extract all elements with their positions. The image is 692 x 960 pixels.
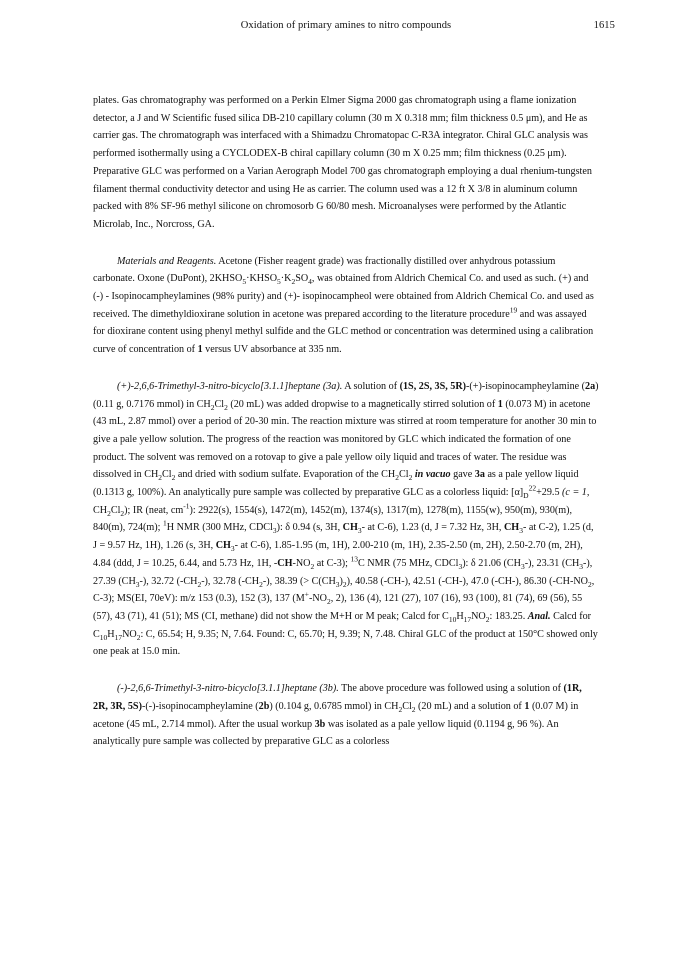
- text-run: CH: [93, 504, 108, 516]
- text-run: -(-)-isopinocampheylamine (: [141, 700, 259, 712]
- text-run: Cl: [214, 398, 225, 410]
- text-run: was isolated as a pale yellow liquid (0.1194 g, 96 %). An analytically pure sample was collected by preparative GLC as a colorless: [93, 718, 559, 748]
- text-run: ): δ 21.06 (CH: [462, 557, 521, 569]
- text-run: Cl: [402, 700, 412, 712]
- text-run: -), 23.31 (CH: [524, 557, 580, 569]
- italic-run: in vacuo: [412, 469, 451, 481]
- subscript: 3: [357, 526, 362, 536]
- superscript: +: [304, 589, 309, 599]
- subscript: 10: [448, 615, 457, 625]
- text-run: : 183.25.: [489, 610, 528, 622]
- text-run: ): [339, 575, 343, 587]
- configuration: (1S, 2S, 3S, 5R): [399, 380, 467, 392]
- subscript: 3: [272, 526, 277, 536]
- text-run: ) (0.104 g, 0.6785 mmol) in CH: [269, 700, 399, 712]
- text-run: +29.5: [536, 487, 563, 499]
- compound-heading: (-)-2,6,6-Trimethyl-3-nitro-bicyclo[3.1.1]heptane (3b).: [117, 683, 339, 695]
- text-run: ·KHSO: [246, 273, 278, 285]
- compound-number: 2a: [585, 380, 596, 392]
- text-run: , 2), 136 (4), 121 (27), 107 (16), 93 (100), 81 (74), 69 (56), 55 (57), 43 (71), 41 (51); MS (CI, methane) did not show the M+H or M peak; Calcd for C: [93, 593, 583, 622]
- text-run: ·K: [280, 273, 292, 285]
- text-run: NO: [471, 610, 486, 622]
- text-run: C NMR (75 MHz, CDCl: [358, 557, 459, 569]
- text-run: Cl: [110, 504, 121, 516]
- text-run: NO: [122, 628, 137, 640]
- subscript: 2: [398, 704, 403, 714]
- compound-number: 1: [497, 398, 503, 410]
- superscript: -1: [183, 501, 190, 511]
- subscript: 17: [463, 615, 472, 625]
- subscript: 2: [342, 579, 347, 589]
- bold-run: CH: [504, 522, 520, 534]
- text-run: A solution of: [342, 380, 400, 392]
- subscript: 2: [395, 473, 399, 483]
- text-run: -), 27.39 (CH: [93, 557, 593, 587]
- section-title: Materials and Reagents.: [117, 255, 217, 267]
- text-run: Calcd for C: [93, 610, 592, 640]
- text-run: Cl: [162, 469, 172, 481]
- superscript: 1: [163, 519, 167, 529]
- subscript: 2: [158, 473, 163, 483]
- reference-superscript: 19: [509, 305, 518, 315]
- italic-run: Anal.: [527, 610, 551, 622]
- subscript: 4: [308, 277, 312, 287]
- text-run: and dried with sodium sulfate. Evaporation of the CH: [175, 469, 396, 481]
- compound-number: 1: [197, 344, 203, 356]
- subscript: 3: [335, 579, 340, 589]
- compound-number: 3b: [314, 718, 326, 730]
- configuration: (1R, 2R, 3R, 5S): [93, 683, 582, 712]
- subscript: 3: [579, 561, 584, 571]
- text-run: ) (0.11 g, 0.7176 mmol) in CH: [93, 380, 599, 410]
- page-number: 1615: [593, 20, 615, 31]
- text-run: : C, 65.54; H, 9.35; N, 7.64. Found: C, 65.70; H, 9.39; N, 7.48. Chiral GLC of the product at 150°C showed only one peak at 15.0 min.: [93, 628, 598, 658]
- text-run: and was assayed for dioxirane content using phenyl methyl sulfide and the GLC method or concentration was determined using a calibration curve of concentration of: [93, 308, 594, 356]
- subscript: 2: [120, 508, 125, 518]
- subscript: 2: [411, 704, 416, 714]
- subscript: 2: [291, 277, 296, 287]
- subscript: 2: [107, 508, 111, 518]
- text-run: -(+)-isopinocampheylamine (: [466, 380, 586, 392]
- bold-run: CH: [342, 522, 358, 534]
- text-run: Cl: [399, 469, 409, 481]
- subscript: 2: [197, 579, 202, 589]
- subscript: 3: [458, 561, 463, 571]
- text-run: -NO: [292, 557, 311, 569]
- text-run: (0.073 M) in acetone (43 mL, 2.87 mmol) over a period of 20-30 min. The reaction mixture was stirred at room temperature for another 30 min to give a pale yellow solution. The progress of the reaction was monitored by GLC which indicated the formation of one product. The solvent was removed on a rotovap to give a pale yellow oily liquid and traces of water. The residue was dissolved in CH: [93, 398, 597, 481]
- text-run: - at C-2), 1.25 (d, J = 9.57 Hz, 1H), 1.26 (s, 3H,: [93, 522, 594, 552]
- text-run: ); IR (neat, cm: [124, 504, 184, 516]
- paragraph-compound-3b: [93, 680, 599, 751]
- compound-heading: (+)-2,6,6-Trimethyl-3-nitro-bicyclo[3.1.1]heptane (3a).: [117, 380, 343, 392]
- bold-run: CH: [215, 540, 231, 552]
- subscript: 10: [99, 632, 108, 642]
- italic-run: (c = 1,: [562, 487, 590, 499]
- subscript: 2: [136, 632, 141, 642]
- subscript: 2: [326, 597, 331, 607]
- subscript: 5: [242, 277, 247, 287]
- text-run: Acetone (Fisher reagent grade) was fractionally distilled over anhydrous potassium carbonate. Oxone (DuPont), 2KHSO: [93, 255, 556, 285]
- text-run: SO: [295, 273, 309, 285]
- paragraph-text: plates. Gas chromatography was performed on a Perkin Elmer Sigma 2000 gas chromatograph using a flame ionization detector, a J and W Scientific fused silica DB-210 capillary column (30 m X 0.318 mm; film thickness 0.5 μm), and He as carrier gas. The chromatograph was interfaced with a Shimadzu Chromatopac C-R3A integrator. Chiral GLC analysis was performed isothermally using a CYCLODEX-B chiral capillary column (30 m X 0.25 mm; film thickness (0.25 μm). Preparative GLC was performed on a Varian Aerograph Model 700 gas chromatograph employing a dual rhenium-tungsten filament thermal conductivity detector and using He as carrier. The column used was a 12 ft X 3/8 in aluminum column packed with 8% SF-96 methyl silicone on chromosorb G 60/80 mesh. Microanalyses were performed by the Atlantic Microlab, Inc., Norcross, GA.: [93, 95, 592, 230]
- text-run: , was obtained from Aldrich Chemical Co. and used as such. (+) and (-) - Isopinocampheylamines (98% purity) and (+)- isopinocampheol were obtained from Aldrich Chemical Co. and used as received. The dimethyldioxirane solution in acetone was prepared according to the literature procedure: [93, 273, 594, 320]
- text-run: , C-3); MS(EI, 70eV): m/z 153 (0.3), 152 (3), 137 (M: [93, 575, 595, 605]
- subscript: 17: [114, 632, 123, 642]
- paragraph-compound-3a: [93, 378, 599, 661]
- text-run: - at C-6), 1.85-1.95 (m, 1H), 2.00-210 (m, 1H), 2.35-2.50 (m, 2H), 2.50-2.70 (m, 2H), 4.84 (ddd, J = 10.25, 6.44, and 5.73 Hz, 1H, -: [93, 540, 583, 569]
- text-run: (0.07 M) in acetone (45 mL, 2.714 mmol). After the usual workup: [93, 700, 579, 730]
- text-run: H: [456, 610, 464, 622]
- body-text: [93, 92, 599, 770]
- text-run: gave: [450, 469, 475, 481]
- bold-run: CH: [277, 557, 293, 569]
- text-run: (20 mL) and a solution of: [415, 700, 525, 712]
- text-run: ), 40.58 (-CH-), 42.51 (-CH-), 47.0 (-CH-), 86.30 (-CH-NO: [346, 575, 588, 587]
- subscript: 2: [224, 402, 228, 412]
- paragraph-instrumentation: [93, 92, 599, 234]
- subscript: 2: [171, 473, 176, 483]
- subscript: 2: [310, 561, 315, 571]
- subscript: 2: [259, 579, 263, 589]
- text-run: versus UV absorbance at 335 nm.: [202, 344, 342, 356]
- subscript: 3: [230, 544, 235, 554]
- text-run: -NO: [308, 593, 327, 605]
- subscript: 2: [587, 579, 592, 589]
- text-run: -), 38.39 (> C(CH: [262, 575, 336, 587]
- page-header: [0, 20, 692, 36]
- text-run: -), 32.72 (-CH: [139, 575, 198, 587]
- text-run: (20 mL) was added dropwise to a magnetically stirred solution of: [227, 398, 498, 410]
- text-run: - at C-6), 1.23 (d, J = 7.32 Hz, 3H,: [361, 522, 504, 534]
- text-run: H: [107, 628, 115, 640]
- paragraph-materials: [93, 253, 599, 359]
- text-run: at C-3);: [314, 557, 351, 569]
- superscript: 13: [350, 554, 359, 564]
- subscript: 2: [210, 402, 215, 412]
- text-run: H NMR (300 MHz, CDCl: [166, 522, 273, 534]
- text-run: as a pale yellow liquid (0.1313 g, 100%). An analytically pure sample was collected by preparative GLC as a colorless liquid: [α]: [93, 469, 579, 499]
- text-run: -), 32.78 (-CH: [201, 575, 260, 587]
- subscript: 2: [485, 615, 490, 625]
- running-title: Oxidation of primary amines to nitro compounds: [240, 20, 452, 31]
- compound-number: 2b: [258, 700, 270, 712]
- subscript: 3: [135, 579, 140, 589]
- text-run: ): 2922(s), 1554(s), 1472(m), 1452(m), 1374(s), 1317(m), 1278(m), 1155(w), 950(m), 930(m), 840(m), 724(m);: [93, 504, 573, 534]
- text-run: ): δ 0.94 (s, 3H,: [276, 522, 343, 534]
- superscript: 22: [528, 483, 537, 493]
- subscript: D: [523, 491, 529, 501]
- text-run: The above procedure was followed using a solution of: [338, 683, 564, 695]
- subscript: 2: [408, 473, 413, 483]
- subscript: 5: [277, 277, 281, 287]
- compound-number: 3a: [474, 469, 485, 481]
- subscript: 3: [519, 526, 523, 536]
- compound-number: 1: [524, 700, 530, 712]
- subscript: 3: [520, 561, 525, 571]
